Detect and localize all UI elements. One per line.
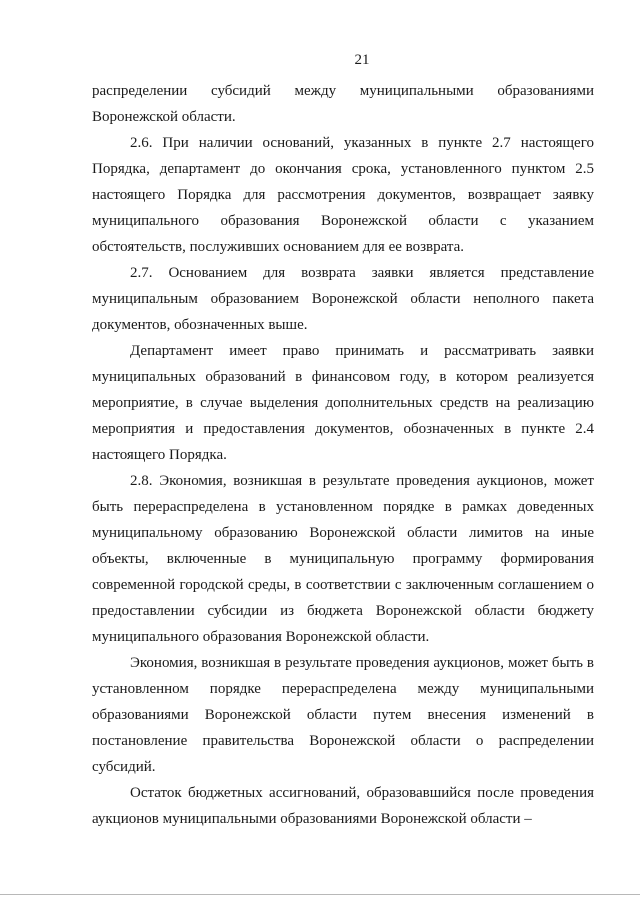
paragraph-2-6: 2.6. При наличии оснований, указанных в пункте 2.7 настоящего Порядка, департамент до окончания срока, установленного пунктом 2.5 настоящего Порядка для рассмотрения документов, возвращает заявку муниципального образования Воронежской области с указанием обстоятельств, послуживших основанием для ее возврата. bbox=[92, 135, 594, 255]
paragraph-economy-redistribution: Экономия, возникшая в результате проведения аукционов, может быть в установленном порядке перераспределена между муниципальными образованиями Воронежской области путем внесения изменений в постановление правительства Воронежской области о распределении субсидий. bbox=[92, 655, 594, 775]
paragraph-department-right: Департамент имеет право принимать и рассматривать заявки муниципальных образований в финансовом году, в котором реализуется мероприятие, в случае выделения дополнительных средств на реализацию мероприятия и предоставления документов, обозначенных в пункте 2.4 настоящего Порядка. bbox=[92, 343, 594, 463]
document-body bbox=[92, 78, 594, 832]
paragraph-continuation: распределении субсидий между муниципальными образованиями Воронежской области. bbox=[92, 83, 594, 125]
page-number: 21 bbox=[354, 52, 370, 68]
page-bottom-edge bbox=[0, 894, 640, 895]
paragraph-2-8: 2.8. Экономия, возникшая в результате проведения аукционов, может быть перераспределена в установленном порядке в рамках доведенных муниципальному образованию Воронежской области лимитов на иные объекты, включенные в муниципальную программу формирования современной городской среды, в соответствии с заключенным соглашением о предоставлении субсидии из бюджета Воронежской области бюджету муниципального образования Воронежской области. bbox=[92, 473, 594, 645]
paragraph-2-7: 2.7. Основанием для возврата заявки является представление муниципальным образованием Воронежской области неполного пакета документов, обозначенных выше. bbox=[92, 265, 594, 333]
paragraph-budget-remainder: Остаток бюджетных ассигнований, образовавшийся после проведения аукционов муниципальными образованиями Воронежской области – bbox=[92, 785, 594, 827]
